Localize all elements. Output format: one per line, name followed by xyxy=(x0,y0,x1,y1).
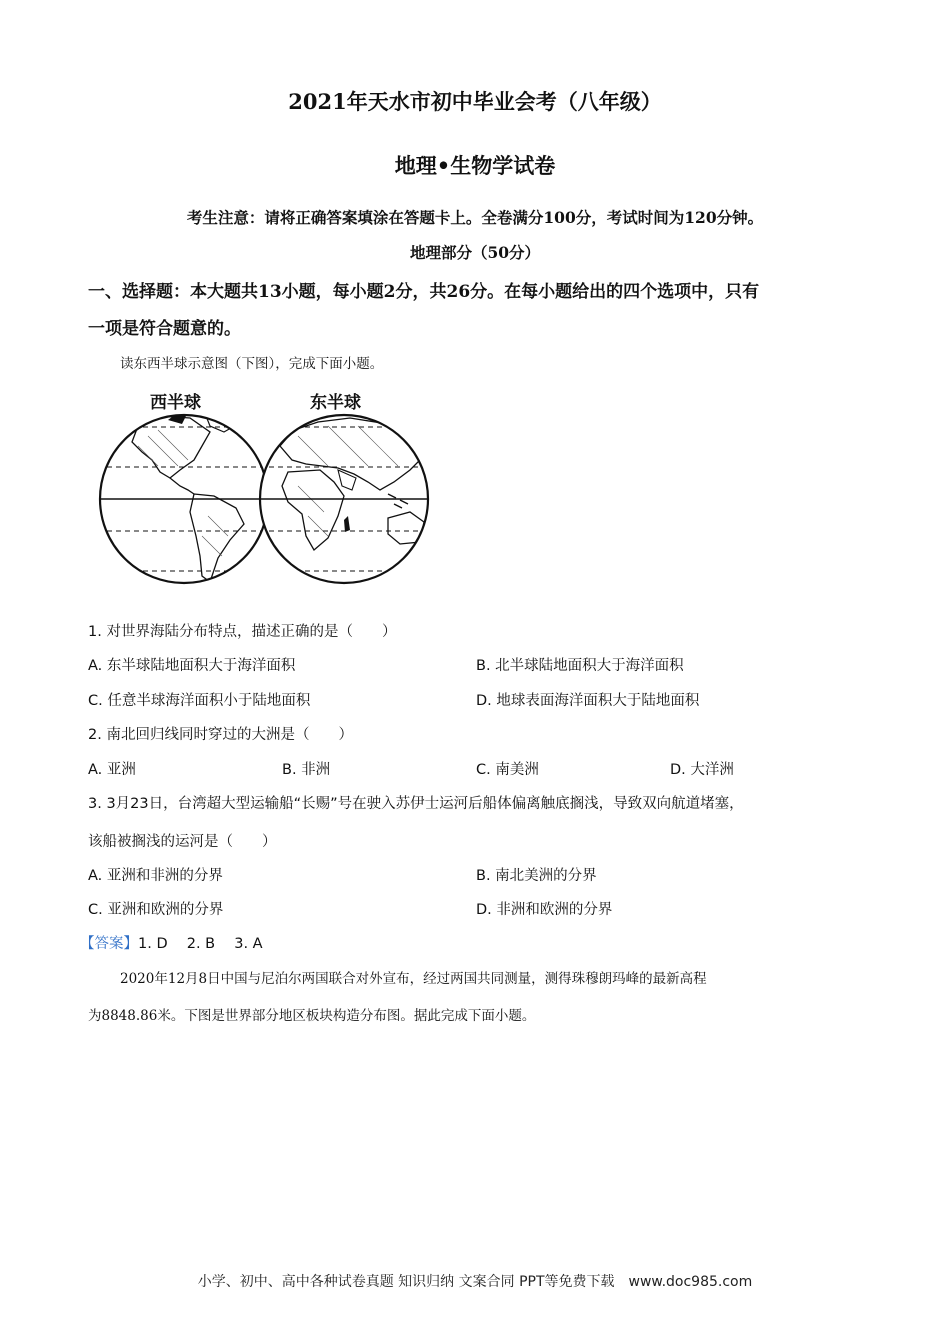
section-heading-line2: 一项是符合题意的。 xyxy=(88,319,241,339)
question-1-stem: 1. 对世界海陆分布特点，描述正确的是（ ） xyxy=(88,624,397,640)
section-heading-line1: 一、选择题：本大题共13小题，每小题2分，共26分。在每小题给出的四个选项中，只有 xyxy=(88,282,760,302)
question-2-option-d: D. 大洋洲 xyxy=(670,762,734,778)
question-3-option-c: C. 亚洲和欧洲的分界 xyxy=(88,902,224,918)
map-intro: 读东西半球示意图（下图），完成下面小题。 xyxy=(120,356,384,372)
hemisphere-globes xyxy=(98,386,430,586)
footer-text: 小学、初中、高中各种试卷真题 知识归纳 文案合同 PPT等免费下载 www.doc985.com xyxy=(197,1274,753,1290)
question-3-stem-line2: 该船被搁浅的运河是（ ） xyxy=(88,834,277,850)
question-3-option-b: B. 南北美洲的分界 xyxy=(476,868,597,884)
question-1-option-a: A. 东半球陆地面积大于海洋面积 xyxy=(88,658,296,674)
west-hemisphere-label: 西半球 xyxy=(150,393,201,413)
question-2-option-c: C. 南美洲 xyxy=(476,762,539,778)
exam-subtitle: 地理•生物学试卷 xyxy=(394,153,556,178)
question-3-option-d: D. 非洲和欧洲的分界 xyxy=(476,902,613,918)
question-1-option-b: B. 北半球陆地面积大于海洋面积 xyxy=(476,658,684,674)
paragraph-line1: 2020年12月8日中国与尼泊尔两国联合对外宣布，经过两国共同测量，测得珠穆朗玛峰的最新高程 xyxy=(120,971,707,987)
exam-notice: 考生注意：请将正确答案填涂在答题卡上。全卷满分100分，考试时间为120分钟。 xyxy=(186,208,764,227)
exam-title: 2021年天水市初中毕业会考（八年级） xyxy=(288,89,662,114)
part-heading: 地理部分（50分） xyxy=(409,243,541,262)
question-2-option-a: A. 亚洲 xyxy=(88,762,136,778)
question-2-option-b: B. 非洲 xyxy=(282,762,331,778)
question-3-stem-line1: 3. 3月23日，台湾超大型运输船“长赐”号在驶入苏伊士运河后船体偏离触底搁浅，导致双向航道堵塞， xyxy=(88,796,744,812)
answer-tag: 【答案】 xyxy=(80,936,138,952)
answer-text: 1. D 2. B 3. A xyxy=(138,936,263,952)
question-2-stem: 2. 南北回归线同时穿过的大洲是（ ） xyxy=(88,727,353,743)
paragraph-line2: 为8848.86米。下图是世界部分地区板块构造分布图。据此完成下面小题。 xyxy=(88,1008,536,1024)
question-1-option-c: C. 任意半球海洋面积小于陆地面积 xyxy=(88,693,311,709)
question-3-option-a: A. 亚洲和非洲的分界 xyxy=(88,868,223,884)
question-1-option-d: D. 地球表面海洋面积大于陆地面积 xyxy=(476,693,700,709)
answer-line xyxy=(80,932,263,953)
east-hemisphere-label: 东半球 xyxy=(310,393,361,413)
hemisphere-map xyxy=(98,386,430,586)
